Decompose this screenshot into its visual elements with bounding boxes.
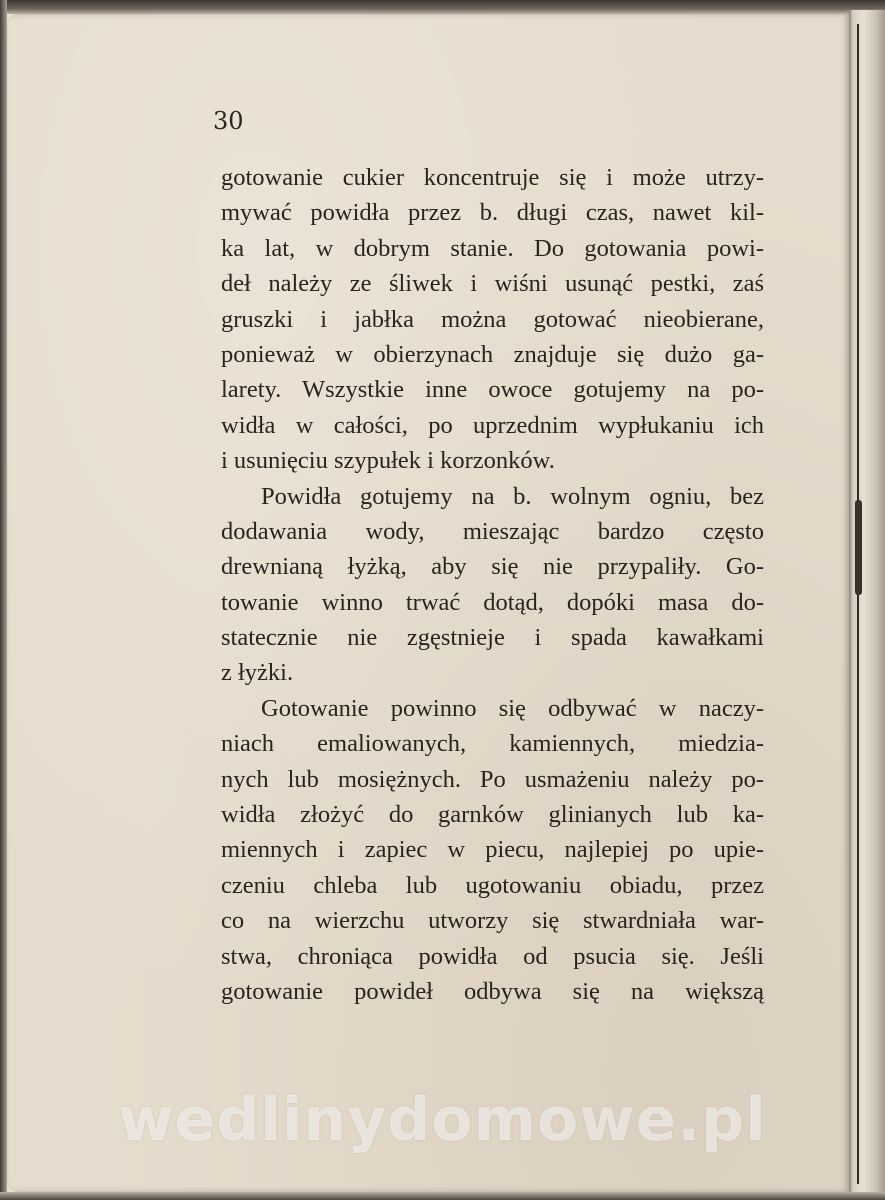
text-line: ka lat, w dobrym stanie. Do gotowania powi- [221, 234, 764, 262]
book-spine [849, 10, 885, 1200]
text-line: Powidła gotujemy na b. wolnym ogniu, bez [261, 482, 764, 510]
text-line: gotowanie cukier koncentruje się i może utrzy- [221, 164, 764, 191]
text-line: widła złożyć do garnków glinianych lub ka- [221, 801, 764, 829]
text-line: gruszki i jabłka można gotować nieobierane, [221, 305, 764, 333]
text-line: larety. Wszystkie inne owoce gotujemy na po- [221, 376, 764, 404]
text-line: niach emaliowanych, kamiennych, miedzia- [221, 730, 764, 758]
spine-binding-mark [855, 500, 862, 595]
book-left-edge [0, 0, 7, 1200]
text-line: widła w całości, po uprzednim wypłukaniu ich [221, 411, 764, 439]
text-line: dodawania wody, mieszając bardzo często [221, 517, 764, 545]
text-line: czeniu chleba lub ugotowaniu obiadu, przez [221, 871, 764, 899]
text-line: co na wierzchu utworzy się stwardniała war- [221, 907, 764, 935]
text-line: i usunięciu szypułek i korzonków. [221, 447, 555, 475]
text-line: ponieważ w obierzynach znajduje się dużo ga- [221, 340, 764, 368]
text-line: statecznie nie zgęstnieje i spada kawałkami [221, 624, 764, 652]
text-line: nych lub mosiężnych. Po usmażeniu należy po- [221, 765, 764, 793]
page-number: 30 [213, 107, 244, 135]
body-text [221, 160, 764, 1009]
site-watermark: wedlinydomowe.pl [118, 1085, 767, 1155]
text-line: gotowanie powideł odbywa się na większą [221, 977, 764, 1005]
text-line: drewnianą łyżką, aby się nie przypaliły. Go- [221, 553, 764, 581]
text-line: z łyżki. [221, 659, 294, 687]
text-line: stwa, chroniąca powidła od psucia się. Jeśli [221, 942, 764, 970]
book-top-edge [0, 0, 885, 14]
text-line: mywać powidła przez b. długi czas, nawet kil- [221, 199, 764, 227]
spine-binding-line [857, 24, 859, 1184]
text-line: miennych i zapiec w piecu, najlepiej po upie- [221, 836, 764, 864]
text-line: deł należy ze śliwek i wiśni usunąć pestki, zaś [221, 270, 764, 298]
book-bottom-edge [0, 1192, 885, 1200]
text-line: towanie winno trwać dotąd, dopóki masa do- [221, 588, 764, 616]
text-line: Gotowanie powinno się odbywać w naczy- [261, 694, 764, 722]
